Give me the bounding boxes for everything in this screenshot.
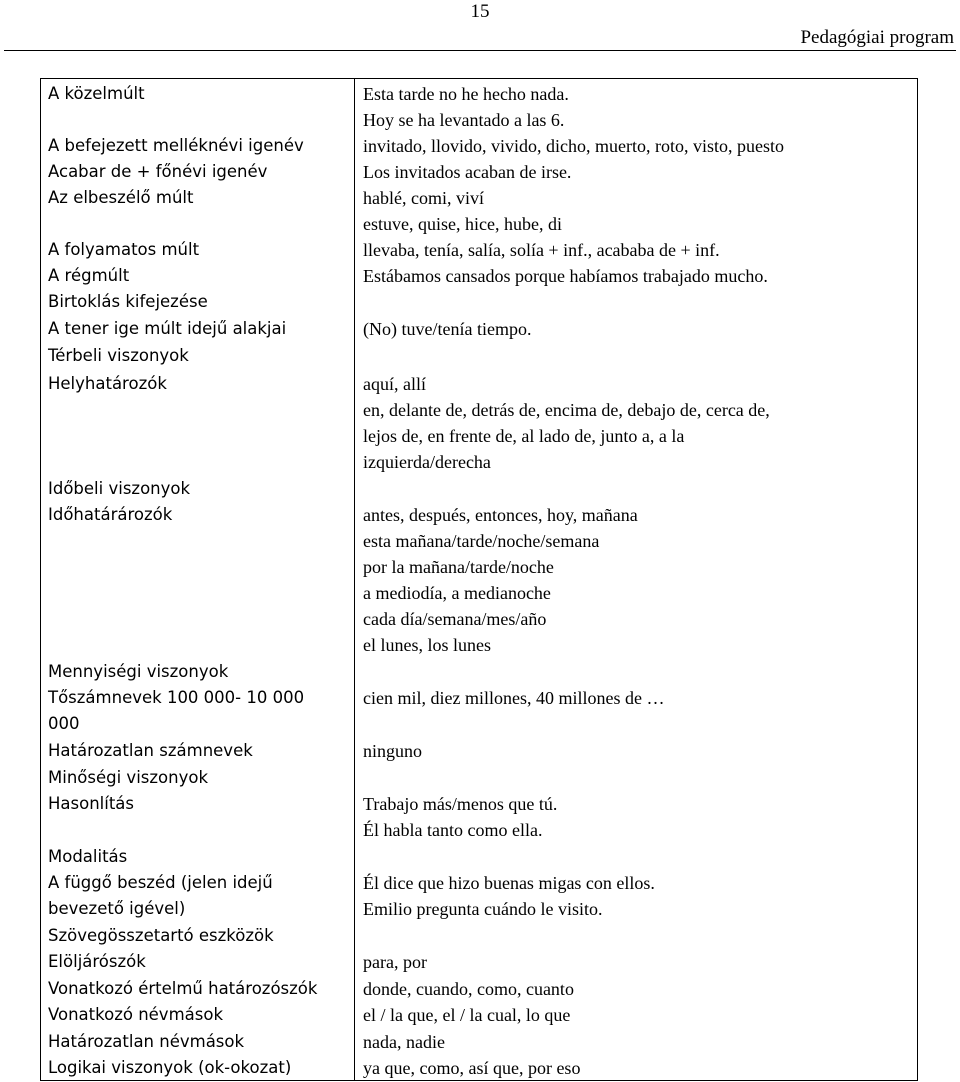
table-cell-right: invitado, llovido, vivido, dicho, muerto, roto, visto, puesto <box>363 136 784 156</box>
table-cell-right: cien mil, diez millones, 40 millones de … <box>363 688 665 708</box>
table-cell-left: 000 <box>48 714 80 733</box>
table-cell-left: A közelmúlt <box>48 84 145 103</box>
table-cell-left: Időhatárározók <box>48 505 173 524</box>
table-cell-right: izquierda/derecha <box>363 452 491 472</box>
table-cell-right: para, por <box>363 952 427 972</box>
table-cell-right: aquí, allí <box>363 374 426 394</box>
header-rule <box>4 50 956 51</box>
table-cell-left: bevezető igével) <box>48 899 186 918</box>
table-cell-left: A függő beszéd (jelen idejű <box>48 873 273 892</box>
running-header: Pedagógiai program <box>800 27 954 48</box>
table-cell-left: Tőszámnevek 100 000- 10 000 <box>48 688 305 707</box>
table-cell-right: Emilio pregunta cuándo le visito. <box>363 899 603 919</box>
table-cell-right: por la mañana/tarde/noche <box>363 557 554 577</box>
table-cell-left: Acabar de + főnévi igenév <box>48 162 268 181</box>
table-cell-left: Mennyiségi viszonyok <box>48 662 229 681</box>
table-cell-right: hablé, comi, viví <box>363 188 484 208</box>
table-cell-right: lejos de, en frente de, al lado de, junto a, a la <box>363 426 685 446</box>
table-cell-right: Esta tarde no he hecho nada. <box>363 84 569 104</box>
table-cell-left: Határozatlan számnevek <box>48 741 253 760</box>
table-cell-left: Térbeli viszonyok <box>48 346 189 365</box>
page-number: 15 <box>470 1 490 22</box>
table-cell-right: (No) tuve/tenía tiempo. <box>363 319 532 339</box>
table-cell-right: el lunes, los lunes <box>363 635 491 655</box>
table-cell-right: Los invitados acaban de irse. <box>363 162 572 182</box>
table-cell-left: Helyhatározók <box>48 374 167 393</box>
table-cell-right: cada día/semana/mes/año <box>363 609 547 629</box>
table-cell-right: estuve, quise, hice, hube, di <box>363 214 562 234</box>
table-cell-right: antes, después, entonces, hoy, mañana <box>363 505 638 525</box>
table-cell-left: Az elbeszélő múlt <box>48 188 194 207</box>
table-cell-right: nada, nadie <box>363 1032 445 1052</box>
table-cell-right: Él dice que hizo buenas migas con ellos. <box>363 873 655 893</box>
table-cell-left: Időbeli viszonyok <box>48 479 191 498</box>
table-cell-left: Hasonlítás <box>48 794 135 813</box>
column-divider <box>354 79 355 1080</box>
table-cell-left: A befejezett melléknévi igenév <box>48 136 304 155</box>
table-cell-right: Estábamos cansados porque habíamos trabajado mucho. <box>363 266 768 286</box>
table-cell-right: Él habla tanto como ella. <box>363 820 543 840</box>
table-cell-left: Modalitás <box>48 847 128 866</box>
table-cell-right: Hoy se ha levantado a las 6. <box>363 110 565 130</box>
table-cell-left: Szövegösszetartó eszközök <box>48 926 274 945</box>
table-cell-right: ya que, como, así que, por eso <box>363 1058 581 1078</box>
table-cell-left: Elöljárószók <box>48 952 146 971</box>
table-cell-left: Minőségi viszonyok <box>48 768 208 787</box>
table-cell-left: Logikai viszonyok (ok-okozat) <box>48 1058 292 1077</box>
table-cell-left: Birtoklás kifejezése <box>48 292 208 311</box>
table-cell-right: a mediodía, a medianoche <box>363 583 551 603</box>
table-cell-right: Trabajo más/menos que tú. <box>363 794 558 814</box>
table-cell-right: esta mañana/tarde/noche/semana <box>363 531 600 551</box>
table-cell-right: donde, cuando, como, cuanto <box>363 979 574 999</box>
table-cell-left: Vonatkozó névmások <box>48 1005 224 1024</box>
table-cell-right: en, delante de, detrás de, encima de, debajo de, cerca de, <box>363 400 770 420</box>
table-cell-right: ninguno <box>363 741 423 761</box>
table-cell-left: A folyamatos múlt <box>48 240 200 259</box>
table-cell-left: A régmúlt <box>48 266 130 285</box>
table-cell-left: Határozatlan névmások <box>48 1032 245 1051</box>
grammar-table <box>40 78 918 1081</box>
table-cell-left: A tener ige múlt idejű alakjai <box>48 319 287 338</box>
table-cell-right: el / la que, el / la cual, lo que <box>363 1005 571 1025</box>
table-cell-left: Vonatkozó értelmű határozószók <box>48 979 318 998</box>
table-cell-right: llevaba, tenía, salía, solía + inf., acababa de + inf. <box>363 240 720 260</box>
